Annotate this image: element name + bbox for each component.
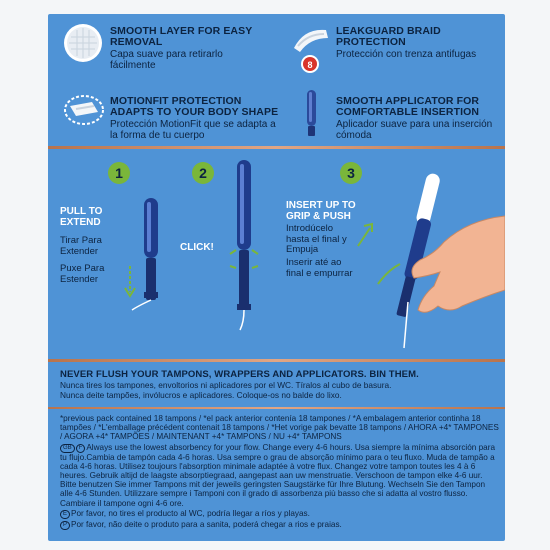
pad-layer-icon xyxy=(62,22,104,69)
step-1-heading: PULL TO EXTEND xyxy=(60,206,103,228)
step-2-number: 2 xyxy=(192,162,214,184)
fine-print xyxy=(60,414,500,531)
es-flush-text: E Por favor, no tires el producto al WC, podría llegar a ríos y playas. xyxy=(60,509,500,519)
feature-subtitle: Capa suave para retirarlo fácilmente xyxy=(110,49,223,71)
step-1-line-pt: Puxe Para Estender xyxy=(60,263,105,285)
feature-smooth-layer xyxy=(110,26,270,71)
pt-flush-text: P Por favor, não deite o produto para a sanita, poderá chegar a rios e praias. xyxy=(60,520,500,530)
braid-icon xyxy=(288,24,332,81)
feature-leakguard xyxy=(336,26,496,60)
tampon-step-1-illustration xyxy=(122,188,182,323)
country-code-badge: F xyxy=(76,444,86,453)
applicator-icon xyxy=(294,88,328,143)
previous-pack-text: *previous pack contained 18 tampons / *el pack anterior contenía 18 tampones / *A embalagem anterior continha 18 tampões / *L'emballage précédent contenait 18 tampons / *Het vorige pak bevatte 18 tampons / AHORA +4* TAMPONES / AGORA +4* TAMPÕES / MAINTENANT +4* TAMPONS / NU +4* TAMPONS xyxy=(60,414,499,442)
country-code-badge: E xyxy=(60,510,70,519)
step-2-heading: CLICK! xyxy=(180,242,214,253)
feature-subtitle: Protección con trenza antifugas xyxy=(336,49,477,60)
feature-motionfit xyxy=(110,96,285,141)
flush-warning xyxy=(60,369,495,400)
package-back xyxy=(48,14,505,541)
step-3-number: 3 xyxy=(340,162,362,184)
feature-title: SMOOTH APPLICATOR FOR COMFORTABLE INSERTION xyxy=(336,95,480,118)
feature-title: SMOOTH LAYER FOR EASY REMOVAL xyxy=(110,25,253,48)
feature-title: MOTIONFIT PROTECTION ADAPTS TO YOUR BODY SHAPE xyxy=(110,95,279,118)
hand-insert-illustration xyxy=(348,164,505,359)
tampon-step-2-illustration xyxy=(224,154,264,339)
country-code-badge: GB xyxy=(60,444,75,453)
warning-pt: Nunca deite tampões, invólucros e aplicadores. Coloque-os no balde do lixo. xyxy=(60,390,342,400)
svg-text:8: 8 xyxy=(307,60,313,70)
feature-applicator xyxy=(336,96,501,141)
divider-top xyxy=(48,146,505,149)
step-3-line-es: Introdúcelo hasta el final y Empuja xyxy=(286,223,347,255)
feature-subtitle: Aplicador suave para una inserción cómoda xyxy=(336,119,493,141)
warning-es: Nunca tires los tampones, envoltorios ni aplicadores por el WC. Tíralos al cubo de basura. xyxy=(60,380,392,390)
absorbency-text: GB F Always use the lowest absorbency for your flow. Change every 4-6 hours. Usa siempre la mínima absorción para tu flujo.Cambia de tampón cada 4-6 horas. Usa sempre o grau de absorção mínimo para o teu fluxo. Muda de tampão a cada 4-6 horas. Utilisez toujours l'absorption minimale adaptée à votre flux. Changez votre tampon toutes les 4 à 6 heures. Gebruik altijd de laagste absorptiegraad, aangepast aan uw menstruatie. Verschoon de tampon elke 4-6 uur. Bitte benutzen Sie immer Tampons mit der jeweils geringsten Saugstärke für Ihre Blutung. Wechseln Sie den Tampon alle 4-6 Stunden. Utilizzare sempre i Tamponi con il grado di assorbenza più basso che si adatta al vostro flusso. Cambiare il tampone ogni 4-6 ore. xyxy=(60,442,496,508)
step-1-number: 1 xyxy=(108,162,130,184)
step-3-heading: INSERT UP TO GRIP & PUSH xyxy=(286,200,356,222)
warning-title: NEVER FLUSH YOUR TAMPONS, WRAPPERS AND APPLICATORS. BIN THEM. xyxy=(60,369,419,380)
feature-title: LEAKGUARD BRAID PROTECTION xyxy=(336,25,441,48)
step-1-line-es: Tirar Para Extender xyxy=(60,235,102,257)
divider-bottom xyxy=(48,407,505,409)
divider-middle xyxy=(48,359,505,362)
feature-subtitle: Protección MotionFit que se adapta a la forma de tu cuerpo xyxy=(110,119,276,141)
motionfit-icon xyxy=(62,90,106,135)
step-3-line-pt: Inserir até ao final e empurrar xyxy=(286,257,353,279)
country-code-badge: P xyxy=(60,521,70,530)
